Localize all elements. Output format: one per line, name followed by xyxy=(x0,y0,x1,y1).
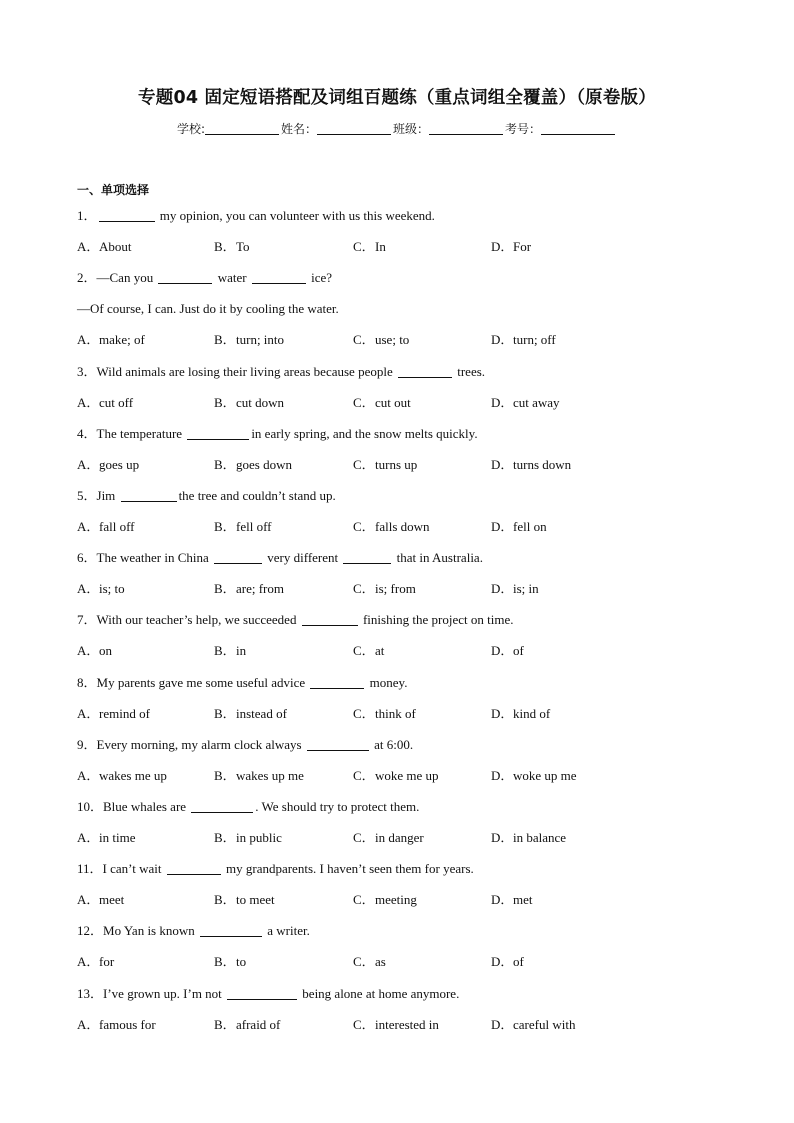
answer-blank[interactable] xyxy=(310,676,364,689)
option-text: woke up me xyxy=(513,767,577,783)
option-c[interactable] xyxy=(353,1017,439,1033)
question-stem xyxy=(77,612,514,628)
option-letter: B． xyxy=(214,705,236,721)
option-b[interactable] xyxy=(214,830,282,846)
option-c[interactable] xyxy=(353,830,424,846)
question-text: I’ve grown up. I’m not xyxy=(103,985,226,1001)
question-number: 12． xyxy=(77,923,104,939)
option-letter: A． xyxy=(77,954,100,970)
option-letter: A． xyxy=(77,581,100,597)
option-letter: B． xyxy=(214,767,236,783)
question-dialogue-line: —Of course, I can. Just do it by cooling the water. xyxy=(77,301,339,317)
option-text: cut away xyxy=(513,394,560,410)
option-b[interactable] xyxy=(214,332,284,348)
option-text: in danger xyxy=(375,830,424,845)
question-stem xyxy=(77,737,413,753)
option-text: fall off xyxy=(99,519,135,534)
answer-blank[interactable] xyxy=(252,271,306,284)
question-stem xyxy=(77,426,478,442)
option-text: in public xyxy=(236,830,282,845)
option-text: turns down xyxy=(513,456,572,472)
option-d[interactable] xyxy=(491,332,556,348)
option-c[interactable] xyxy=(353,395,411,411)
answer-blank[interactable] xyxy=(99,209,155,222)
option-c[interactable] xyxy=(353,519,430,535)
option-letter: C． xyxy=(353,239,375,255)
option-letter: B． xyxy=(214,581,236,597)
answer-blank[interactable] xyxy=(307,738,369,751)
answer-blank[interactable] xyxy=(227,987,297,1000)
option-b[interactable] xyxy=(214,954,246,970)
option-letter: D． xyxy=(491,830,514,845)
option-letter: C． xyxy=(353,705,375,721)
question-text: in early spring, and the snow melts quickly. xyxy=(251,425,478,441)
option-d[interactable] xyxy=(491,395,560,411)
question-number: 5． xyxy=(77,487,97,503)
answer-blank[interactable] xyxy=(200,924,262,937)
class-label: 班级： xyxy=(393,122,430,136)
option-letter: B． xyxy=(214,892,236,908)
school-label: 学校: xyxy=(176,122,205,136)
option-letter: A． xyxy=(77,456,100,472)
question-text: the tree and couldn’t stand up. xyxy=(178,487,336,503)
question-number: 1． xyxy=(77,208,97,223)
option-letter: D． xyxy=(491,456,514,472)
question-number: 13． xyxy=(77,985,104,1001)
question-stem xyxy=(77,208,435,224)
option-d[interactable] xyxy=(491,457,571,473)
option-b[interactable] xyxy=(214,519,272,535)
option-letter: A． xyxy=(77,643,100,659)
option-d[interactable] xyxy=(491,954,524,970)
option-c[interactable] xyxy=(353,768,439,784)
option-text: on xyxy=(99,643,112,659)
option-letter: C． xyxy=(353,581,375,597)
option-text: think of xyxy=(375,705,416,721)
option-text: in xyxy=(236,643,247,659)
option-text: turns up xyxy=(375,456,418,472)
option-letter: A． xyxy=(77,519,100,534)
question-text: Blue whales are xyxy=(103,798,190,814)
question-text: water xyxy=(214,270,250,286)
option-a[interactable] xyxy=(77,954,114,970)
option-c[interactable] xyxy=(353,457,417,473)
option-letter: C． xyxy=(353,954,375,970)
option-a[interactable] xyxy=(77,1017,156,1033)
option-a[interactable] xyxy=(77,332,145,348)
question-stem xyxy=(77,364,485,380)
option-c[interactable] xyxy=(353,954,386,970)
question-stem xyxy=(77,986,459,1002)
exam-no-label: 考号： xyxy=(505,122,542,136)
option-letter: D． xyxy=(491,705,514,721)
question-number: 11． xyxy=(77,861,103,877)
option-letter: A． xyxy=(77,830,100,845)
option-letter: C． xyxy=(353,643,375,659)
option-text: for xyxy=(99,954,115,970)
option-text: make; of xyxy=(99,332,145,348)
option-text: About xyxy=(99,239,132,255)
option-a[interactable] xyxy=(77,892,124,908)
question-stem xyxy=(77,675,407,691)
option-a[interactable] xyxy=(77,457,139,473)
option-a[interactable] xyxy=(77,239,132,255)
option-text: wakes up me xyxy=(236,767,304,783)
option-letter: B． xyxy=(214,1016,236,1032)
question-stem xyxy=(77,270,332,286)
option-letter: D． xyxy=(491,643,514,659)
question-text: trees. xyxy=(453,363,486,379)
option-letter: A． xyxy=(77,892,100,908)
option-text: in balance xyxy=(513,830,567,845)
question-text: Mo Yan is known xyxy=(103,923,199,939)
option-letter: A． xyxy=(77,705,100,721)
option-text: to meet xyxy=(236,892,275,908)
option-d[interactable] xyxy=(491,643,524,659)
option-text: In xyxy=(375,239,386,255)
option-letter: B． xyxy=(214,394,236,410)
name-blank[interactable] xyxy=(317,122,391,135)
option-d[interactable] xyxy=(491,1017,575,1033)
option-d[interactable] xyxy=(491,892,533,908)
question-text: Wild animals are losing their living areas because people xyxy=(96,363,396,379)
option-a[interactable] xyxy=(77,581,125,597)
question-stem xyxy=(77,550,483,566)
student-info-line xyxy=(0,120,794,137)
question-text: my opinion, you can volunteer with us this weekend. xyxy=(156,208,435,223)
option-a[interactable] xyxy=(77,768,167,784)
question-text: My parents gave me some useful advice xyxy=(96,674,309,690)
option-letter: B． xyxy=(214,456,236,472)
option-letter: A． xyxy=(77,394,100,410)
question-number: 2． xyxy=(77,270,97,286)
answer-blank[interactable] xyxy=(191,800,253,813)
option-letter: B． xyxy=(214,643,236,659)
page-title: 专题04 固定短语搭配及词组百题练（重点词组全覆盖）（原卷版） xyxy=(138,88,656,108)
question-text: my grandparents. I haven’t seen them for years. xyxy=(222,861,474,877)
question-number: 3． xyxy=(77,363,97,379)
option-d[interactable] xyxy=(491,768,577,784)
option-letter: C． xyxy=(353,394,375,410)
option-text: in time xyxy=(99,830,136,845)
option-b[interactable] xyxy=(214,892,275,908)
answer-blank[interactable] xyxy=(214,551,262,564)
option-c[interactable] xyxy=(353,706,416,722)
question-text: very different xyxy=(264,550,342,566)
option-letter: D． xyxy=(491,239,514,255)
option-c[interactable] xyxy=(353,581,416,597)
question-stem xyxy=(77,923,310,939)
option-letter: B． xyxy=(214,954,236,970)
exam-no-blank[interactable] xyxy=(541,122,615,135)
question-text: ice? xyxy=(307,270,333,286)
option-text: falls down xyxy=(375,519,430,534)
option-text: meeting xyxy=(375,892,417,908)
question-text: . We should try to protect them. xyxy=(255,798,420,814)
answer-blank[interactable] xyxy=(158,271,212,284)
option-letter: D． xyxy=(491,581,514,597)
option-letter: D． xyxy=(491,892,514,908)
option-letter: D． xyxy=(491,519,514,534)
option-text: cut down xyxy=(236,394,285,410)
question-number: 6． xyxy=(77,550,97,566)
question-number: 9． xyxy=(77,736,97,752)
option-text: cut off xyxy=(99,394,134,410)
option-text: meet xyxy=(99,892,125,908)
question-text: that in Australia. xyxy=(393,550,483,566)
option-c[interactable] xyxy=(353,332,409,348)
option-b[interactable] xyxy=(214,1017,280,1033)
option-letter: A． xyxy=(77,332,100,348)
question-text: being alone at home anymore. xyxy=(299,985,460,1001)
option-text: are; from xyxy=(236,581,285,597)
question-text: —Can you xyxy=(96,270,157,286)
option-b[interactable] xyxy=(214,395,284,411)
option-text: at xyxy=(375,643,385,659)
option-a[interactable] xyxy=(77,519,135,535)
option-letter: C． xyxy=(353,767,375,783)
option-b[interactable] xyxy=(214,706,287,722)
option-letter: D． xyxy=(491,954,514,970)
option-text: careful with xyxy=(513,1016,576,1032)
option-text: kind of xyxy=(513,705,551,721)
option-text: as xyxy=(375,954,386,970)
option-a[interactable] xyxy=(77,830,135,846)
option-c[interactable] xyxy=(353,643,384,659)
option-a[interactable] xyxy=(77,395,133,411)
option-letter: A． xyxy=(77,239,100,255)
option-text: goes up xyxy=(99,456,140,472)
option-letter: A． xyxy=(77,1016,100,1032)
option-text: afraid of xyxy=(236,1016,281,1032)
option-b[interactable] xyxy=(214,239,250,255)
option-text: To xyxy=(236,239,250,255)
answer-blank[interactable] xyxy=(187,427,249,440)
option-letter: C． xyxy=(353,1016,375,1032)
option-text: instead of xyxy=(236,705,287,721)
answer-blank[interactable] xyxy=(302,613,358,626)
option-letter: D． xyxy=(491,1016,514,1032)
option-text: fell on xyxy=(513,519,547,534)
question-number: 8． xyxy=(77,674,97,690)
option-letter: B． xyxy=(214,830,236,845)
option-letter: B． xyxy=(214,332,236,348)
class-blank[interactable] xyxy=(429,122,503,135)
option-text: remind of xyxy=(99,705,150,721)
option-text: met xyxy=(513,892,533,908)
option-letter: C． xyxy=(353,892,375,908)
option-letter: B． xyxy=(214,519,236,534)
option-c[interactable] xyxy=(353,892,417,908)
option-text: turn; into xyxy=(236,332,285,348)
option-b[interactable] xyxy=(214,643,246,659)
question-text: The weather in China xyxy=(96,550,213,566)
option-a[interactable] xyxy=(77,706,150,722)
option-text: goes down xyxy=(236,456,292,472)
option-text: use; to xyxy=(375,332,410,348)
option-text: is; in xyxy=(513,581,539,597)
option-letter: C． xyxy=(353,830,375,845)
school-blank[interactable] xyxy=(205,122,279,135)
option-letter: C． xyxy=(353,456,375,472)
option-c[interactable] xyxy=(353,239,386,255)
question-text: Every morning, my alarm clock always xyxy=(96,736,305,752)
question-text: finishing the project on time. xyxy=(359,612,514,628)
option-letter: D． xyxy=(491,332,514,348)
option-letter: B． xyxy=(214,239,236,255)
option-d[interactable] xyxy=(491,239,531,255)
option-d[interactable] xyxy=(491,581,539,597)
option-text: to xyxy=(236,954,247,970)
option-letter: D． xyxy=(491,394,514,410)
question-number: 4． xyxy=(77,425,97,441)
section-heading: 一、单项选择 xyxy=(77,183,150,197)
option-text: fell off xyxy=(236,519,272,534)
name-label: 姓名： xyxy=(281,122,318,136)
question-number: 7． xyxy=(77,612,97,628)
option-text: is; from xyxy=(375,581,416,597)
answer-blank[interactable] xyxy=(167,862,221,875)
answer-blank[interactable] xyxy=(121,489,177,502)
option-text: famous for xyxy=(99,1016,156,1032)
question-text: With our teacher’s help, we succeeded xyxy=(96,612,300,628)
option-d[interactable] xyxy=(491,519,547,535)
question-text: money. xyxy=(366,674,408,690)
option-text: of xyxy=(513,643,524,659)
option-letter: A． xyxy=(77,767,100,783)
option-a[interactable] xyxy=(77,643,112,659)
question-stem xyxy=(77,488,336,504)
option-text: turn; off xyxy=(513,332,556,348)
question-stem xyxy=(77,799,419,815)
option-b[interactable] xyxy=(214,768,304,784)
answer-blank[interactable] xyxy=(398,365,452,378)
option-text: cut out xyxy=(375,394,411,410)
question-stem xyxy=(77,861,474,877)
option-text: woke me up xyxy=(375,767,439,783)
option-d[interactable] xyxy=(491,706,550,722)
question-text: at 6:00. xyxy=(370,736,414,752)
question-number: 10． xyxy=(77,798,104,814)
answer-blank[interactable] xyxy=(343,551,391,564)
option-b[interactable] xyxy=(214,457,292,473)
question-text: a writer. xyxy=(264,923,310,939)
option-text: wakes me up xyxy=(99,767,167,783)
question-text: I can’t wait xyxy=(102,861,165,877)
option-letter: C． xyxy=(353,519,375,534)
option-b[interactable] xyxy=(214,581,284,597)
option-text: interested in xyxy=(375,1016,439,1032)
option-text: is; to xyxy=(99,581,125,597)
option-letter: D． xyxy=(491,767,514,783)
option-text: For xyxy=(513,239,532,255)
question-text: The temperature xyxy=(96,425,186,441)
option-letter: C． xyxy=(353,332,375,348)
option-text: of xyxy=(513,954,524,970)
question-text: Jim xyxy=(96,487,119,503)
option-d[interactable] xyxy=(491,830,566,846)
